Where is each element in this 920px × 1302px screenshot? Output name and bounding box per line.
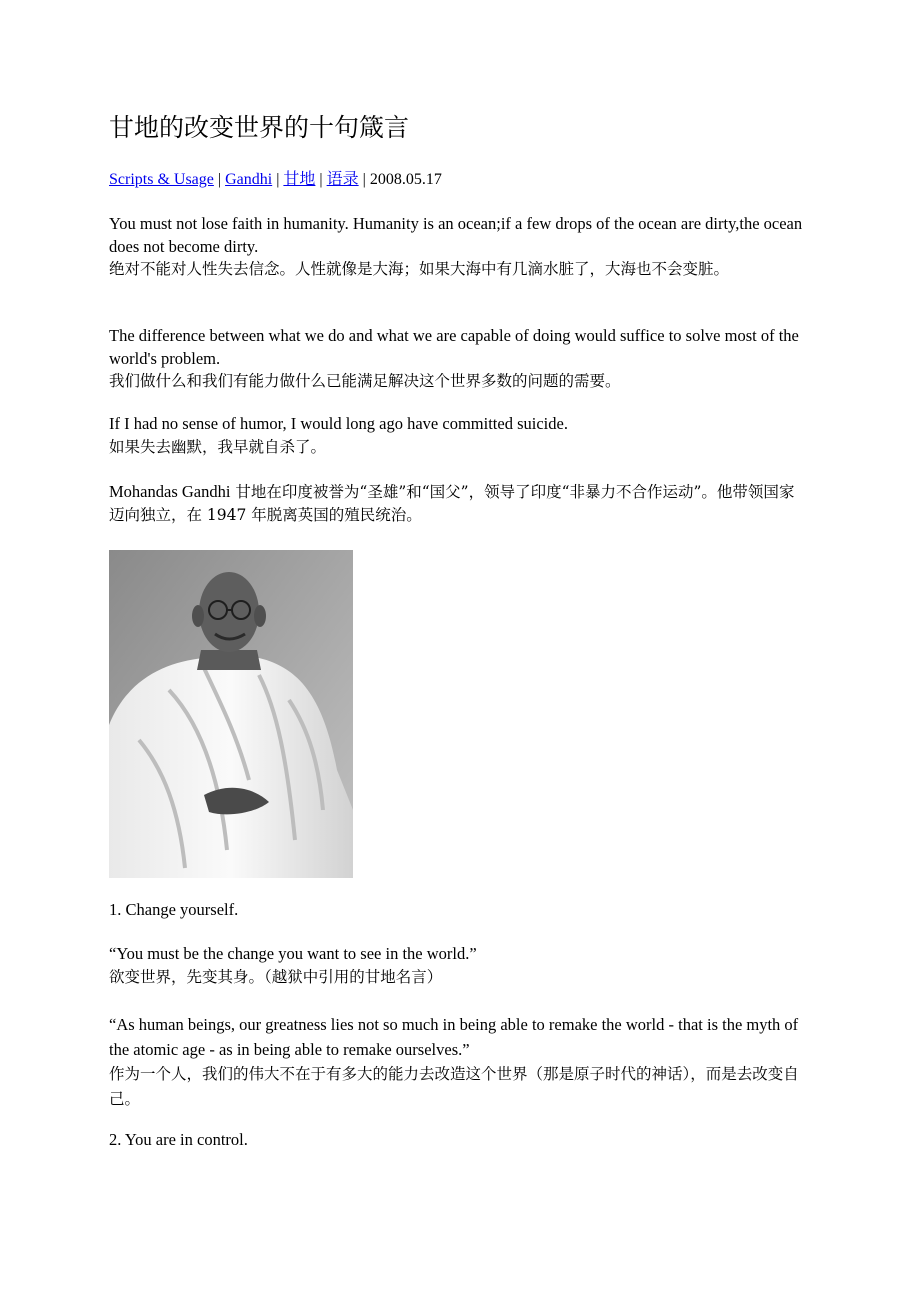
quote-english: “You must be the change you want to see in the world.” [109, 944, 477, 963]
quote-english: You must not lose faith in humanity. Humanity is an ocean;if a few drops of the ocean are dirty,the ocean does not become dirty. [109, 214, 803, 256]
article-meta [109, 168, 442, 192]
publish-date: 2008.05.17 [369, 171, 442, 188]
left-ear [192, 605, 204, 627]
quote-english: The difference between what we do and what we are capable of doing would suffice to solve most of the world's problem. [109, 326, 799, 368]
tag-link-quotes[interactable]: 语录 [326, 171, 359, 188]
bio-name: Mohandas Gandhi [109, 482, 231, 501]
section-1-quote-2 [109, 1013, 809, 1111]
section-heading-text: 2. You are in control. [109, 1130, 248, 1149]
meta-separator: | [272, 171, 284, 188]
quote-english: “As human beings, our greatness lies not so much in being able to remake the world - that is the myth of the atomic age - as in being able to remake ourselves.” [109, 1015, 799, 1059]
quote-chinese: 我们做什么和我们有能力做什么已能满足解决这个世界多数的问题的需要。 [109, 372, 621, 390]
article-title: 甘地的改变世界的十句箴言 [109, 113, 410, 142]
intro-quote-3 [109, 413, 809, 458]
section-1-quote-1 [109, 943, 809, 988]
meta-separator: | [213, 171, 226, 188]
portrait-image [109, 550, 353, 878]
tag-link-gandhi[interactable]: Gandhi [225, 171, 273, 188]
quote-chinese: 欲变世界，先变其身。（越狱中引用的甘地名言） [109, 967, 443, 986]
meta-separator: | [358, 171, 370, 188]
intro-quote-1 [109, 213, 809, 281]
section-heading-1 [109, 899, 809, 922]
right-ear [254, 605, 266, 627]
quote-chinese: 绝对不能对人性失去信念。人性就像是大海；如果大海中有几滴水脏了，大海也不会变脏。 [109, 260, 730, 278]
meta-separator: | [315, 171, 327, 188]
bio-text: 甘地在印度被誉为“圣雄”和“国父”，领导了印度“非暴力不合作运动”。他带领国家迈向独立，在 1947 年脱离英国的殖民统治。 [109, 483, 795, 524]
quote-chinese: 作为一个人，我们的伟大不在于有多大的能力去改造这个世界（那是原子时代的神话），而是去改变自己。 [109, 1065, 799, 1108]
bio-paragraph [109, 481, 809, 526]
section-heading-text: 1. Change yourself. [109, 900, 239, 919]
tag-link-gandhi-zh[interactable]: 甘地 [283, 171, 316, 188]
intro-quote-2 [109, 325, 809, 393]
gandhi-photo [109, 550, 353, 878]
tag-link-scripts-usage[interactable]: Scripts & Usage [109, 171, 214, 188]
section-heading-2 [109, 1129, 809, 1152]
quote-chinese: 如果失去幽默，我早就自杀了。 [109, 437, 327, 456]
quote-english: If I had no sense of humor, I would long ago have committed suicide. [109, 414, 568, 433]
neck [197, 650, 261, 670]
